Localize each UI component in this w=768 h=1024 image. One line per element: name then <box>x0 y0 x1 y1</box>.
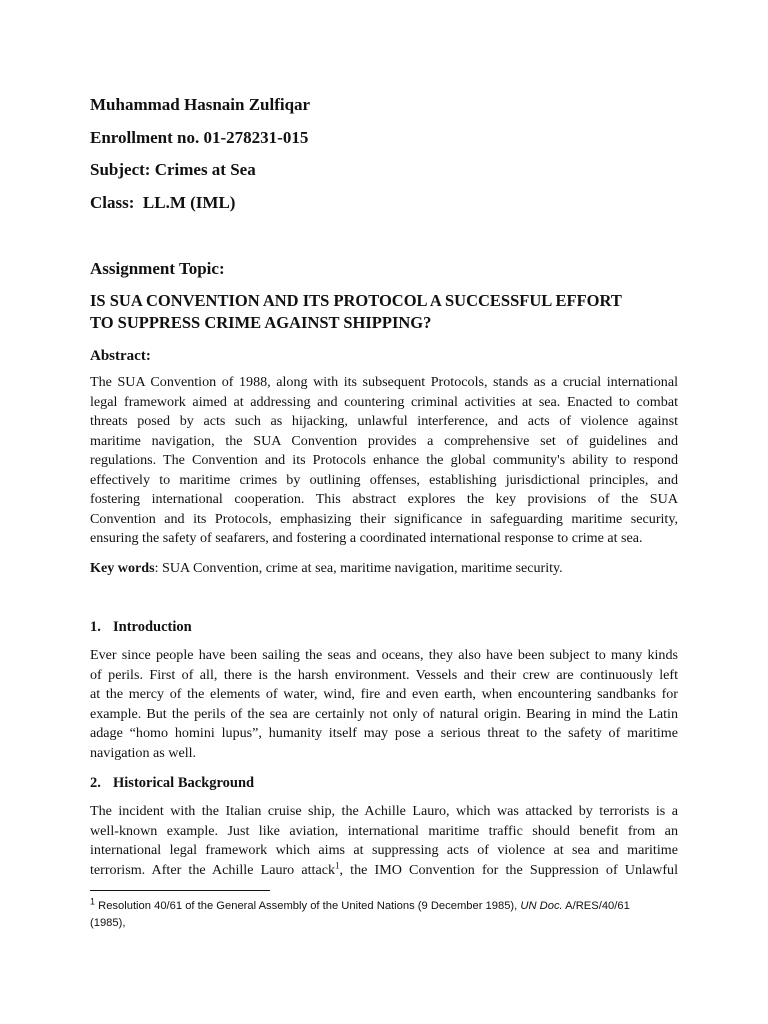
enrollment-number: Enrollment no. 01-278231-015 <box>90 128 309 147</box>
abstract-line: maritime navigation, the SUA Convention provides a comprehensive set of guidelines and <box>90 432 678 449</box>
footnote-text-end: A/RES/40/61 <box>562 900 630 912</box>
footnote-marker: 1 <box>90 896 96 907</box>
author-name: Muhammad Hasnain Zulfiqar <box>90 95 311 114</box>
abstract-heading: Abstract: <box>90 348 151 364</box>
footnote <box>90 898 680 932</box>
historical-line-with-footnote <box>90 861 678 881</box>
introduction-line: example. But the perils of the sea are certainly not only of natural origin. Bearing in mind the Latin <box>90 705 678 722</box>
footnote-text-start: Resolution 40/61 of the General Assembly of the United Nations (9 December 1985), <box>95 900 521 912</box>
introduction-line: navigation as well. <box>90 744 197 761</box>
section-heading-historical-background <box>90 774 254 792</box>
historical-line: The incident with the Italian cruise ship, the Achille Lauro, which was attacked by terrorists is a <box>90 803 678 819</box>
assignment-title-line: TO SUPPRESS CRIME AGAINST SHIPPING? <box>90 313 432 332</box>
abstract-line: regulations. The Convention and its Protocols enhance the global community's ability to respond <box>90 452 678 468</box>
class-line: Class: LL.M (IML) <box>90 193 236 212</box>
assignment-title <box>90 290 690 334</box>
subject-line: Subject: Crimes at Sea <box>90 160 256 179</box>
footnote-line: (1985), <box>90 917 126 929</box>
keywords-label: Key words <box>90 560 155 576</box>
section-heading-introduction <box>90 618 192 636</box>
historical-background-paragraph <box>90 802 678 880</box>
keywords-text: : SUA Convention, crime at sea, maritime navigation, maritime security. <box>154 560 563 576</box>
abstract-line: Convention and its Protocols, emphasizing their significance in safeguarding maritime security, <box>90 510 678 527</box>
footnote-separator <box>90 890 270 891</box>
section-title: Introduction <box>113 619 192 635</box>
abstract-paragraph <box>90 373 678 549</box>
footnote-italic: UN Doc. <box>520 900 563 912</box>
historical-line-end: , the IMO Convention for the Suppression of Unlawful <box>339 861 678 878</box>
historical-line-start: terrorism. After the Achille Lauro attack <box>90 861 336 878</box>
abstract-line: legal framework aimed at addressing and countering criminal activities at sea. Enacted to combat <box>90 393 678 410</box>
introduction-line: of perils. First of all, there is the harsh environment. Vessels and their crew are continuously left <box>90 666 678 683</box>
abstract-line: effectively to maritime crimes by outlining offenses, establishing jurisdictional principles, and <box>90 471 678 488</box>
assignment-topic-label: Assignment Topic: <box>90 259 225 278</box>
introduction-line: Ever since people have been sailing the seas and oceans, they also have been subject to many kinds <box>90 647 678 663</box>
historical-line: international legal framework which aims at suppressing acts of violence at sea and maritime <box>90 842 678 858</box>
keywords-line <box>90 559 678 578</box>
section-number: 1. <box>90 619 101 635</box>
historical-line: well-known example. Just like aviation, international maritime traffic should benefit from an <box>90 822 678 839</box>
abstract-line: ensuring the safety of seafarers, and fostering a coordinated international response to crime at sea. <box>90 530 643 546</box>
abstract-line: threats posed by acts such as hijacking, unlawful interference, and acts of violence against <box>90 413 678 429</box>
section-title: Historical Background <box>113 775 255 791</box>
footnote-reference[interactable]: 1 <box>335 859 340 870</box>
introduction-line: at the mercy of the elements of water, wind, fire and even earth, when encountering sandbanks for <box>90 686 678 702</box>
assignment-title-line: IS SUA CONVENTION AND ITS PROTOCOL A SUCCESSFUL EFFORT <box>90 291 622 310</box>
introduction-paragraph <box>90 646 678 763</box>
abstract-line: The SUA Convention of 1988, along with its subsequent Protocols, stands as a crucial international <box>90 374 678 390</box>
section-number: 2. <box>90 775 101 791</box>
abstract-line: fostering international cooperation. This abstract explores the key provisions of the SUA <box>90 491 678 507</box>
introduction-line: adage “homo homini lupus”, humanity itself may pose a serious threat to the safety of maritime <box>90 725 678 741</box>
footnote-line <box>90 898 680 915</box>
